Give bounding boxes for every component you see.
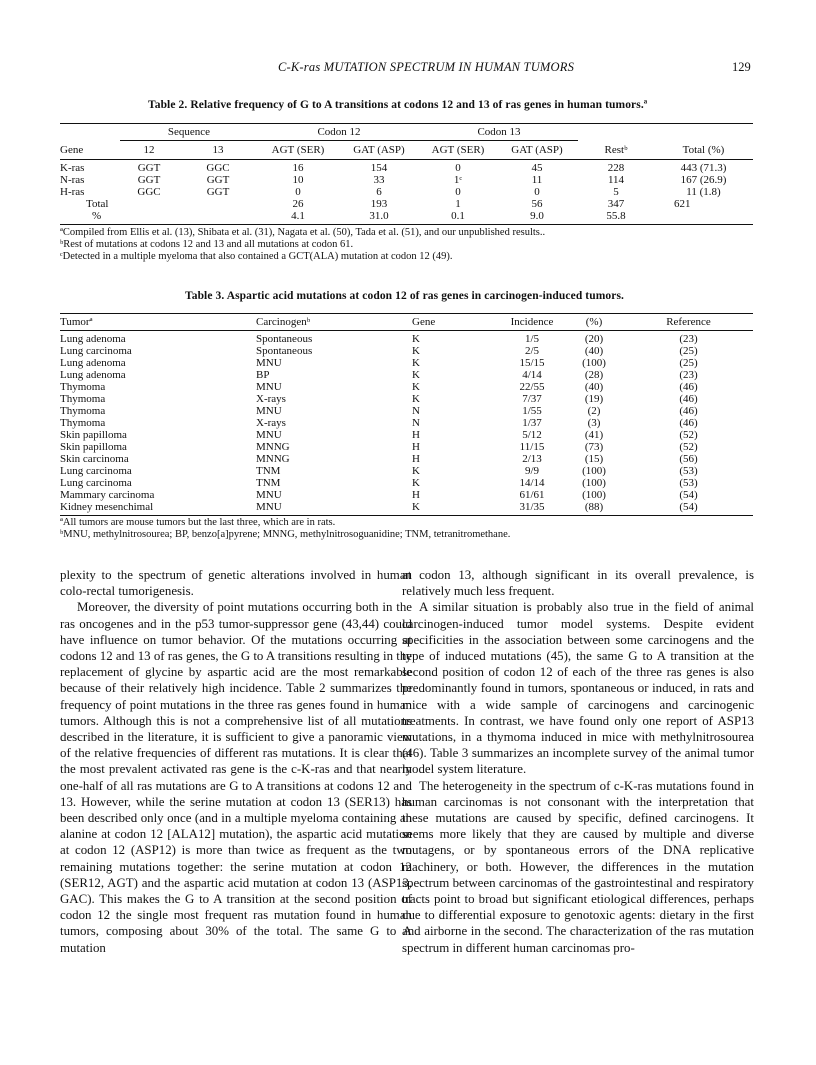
table2-col-header: AGT (SER): [420, 141, 496, 160]
paragraph: Moreover, the diversity of point mutations occurring both in the ras oncogenes and in the p53 tumor-suppressor gene (43,44) could have influence on tumor behavior. Of the mutations occurring at codons 12 and 13 of ras genes, the G to A transitions resulting in the replacement of glycine by aspartic acid are the most remarkable because of their relatively high incidence. Table 2 summarizes the frequency of point mutations in the three ras genes found in human tumors. Although this is not a comprehensive list of all mutations described in the literature, it is sufficient to give a panoramic view of the relative frequencies of different ras mutations. It is clear that the most prevalent activated ras gene is the c-K-ras and that nearly one-half of all ras mutations are G to A transitions at codons 12 and 13. However, while the serine mutation at codon 13 (SER13) has been described only once (and in a multiple myeloma containing an alanine at codon 12 [ALA12] mutation), the aspartic acid mutation at codon 12 (ASP12) is more than twice as frequent as the two remaining mutations together: the serine mutation at codon 12 (SER12, AGT) and the aspartic acid mutation at codon 13 (ASP13, GAC). This makes the G to A transition at the second position of codon 12 the single most frequent ras mutation found in human tumors, composing about 30% of the total. The same G to A mutation: [60, 600, 412, 955]
table-cell: (52): [679, 441, 698, 453]
table-cell: MNU: [256, 429, 282, 441]
table-cell: GGT: [137, 174, 161, 186]
table-cell: (20): [584, 333, 604, 345]
table2: [60, 123, 753, 225]
table-cell: X-rays: [256, 417, 286, 429]
running-head-title: C-K-ras MUTATION SPECTRUM IN HUMAN TUMORS: [278, 60, 575, 74]
table-cell: H: [412, 453, 420, 465]
table-row: [60, 198, 753, 210]
table-cell: 347: [607, 198, 625, 210]
table-cell: (46): [679, 417, 698, 429]
table2-group-codon13: Codon 13: [420, 124, 578, 141]
table-cell: (46): [679, 393, 698, 405]
table-cell: 16: [292, 162, 304, 174]
table-cell: (23): [679, 333, 698, 345]
table-cell: 1: [455, 198, 461, 210]
table-cell: H-ras: [60, 186, 85, 198]
table-cell: 9.0: [496, 210, 578, 225]
table-row: [60, 331, 753, 346]
table-cell: (52): [679, 429, 698, 441]
table-cell: (46): [679, 405, 698, 417]
table-cell: 2/5: [524, 345, 540, 357]
table-cell: TNM: [256, 465, 281, 477]
table-cell: MNNG: [256, 453, 290, 465]
table-cell: K: [412, 381, 420, 393]
table-cell: K: [412, 333, 420, 345]
table-cell: Lung carcinoma: [60, 477, 132, 489]
table-cell: (100): [582, 357, 606, 369]
paragraph: at codon 13, although significant in its overall prevalence, is relatively much less frequent.: [402, 568, 754, 599]
table2-col-header: GAT (ASP): [496, 141, 578, 160]
table-cell: MNNG: [256, 441, 290, 453]
table-cell: (28): [584, 369, 604, 381]
table-cell: 1/5: [524, 333, 540, 345]
table-cell: (19): [584, 393, 604, 405]
table-row: [60, 393, 753, 405]
table-cell: MNU: [256, 381, 282, 393]
table-cell: Kidney mesenchimal: [60, 501, 256, 516]
table-cell: 167 (26.9): [680, 174, 727, 186]
table3-col-header: Reference: [624, 314, 753, 331]
table-cell: 45: [531, 162, 543, 174]
table2-group-codon12: Codon 12: [258, 124, 420, 141]
table2-col-header: AGT (SER): [258, 141, 338, 160]
table-cell: Skin carcinoma: [60, 453, 129, 465]
table-cell: 6: [376, 186, 382, 198]
table-cell: 193: [370, 198, 388, 210]
table-cell: 0: [455, 162, 461, 174]
table2-col-header: Total (%): [654, 141, 753, 160]
table-cell: Spontaneous: [256, 345, 313, 357]
table-cell: 1ᶜ: [453, 174, 463, 186]
table-cell: (54): [679, 489, 698, 501]
table-cell: H: [412, 489, 420, 501]
table-row: [60, 465, 753, 477]
table-row: [60, 186, 753, 198]
table-row: [60, 417, 753, 429]
page-number: 129: [732, 60, 751, 74]
table-row: [60, 429, 753, 441]
table2-footnote: ᶜDetected in a multiple myeloma that also contained a GCT(ALA) mutation at codon 12 (49).: [60, 251, 453, 262]
table-cell: K: [412, 369, 420, 381]
table-cell: BP: [256, 369, 270, 381]
table-cell: 26: [292, 198, 304, 210]
table-cell: (2): [587, 405, 601, 417]
table3-col-header: (%): [564, 314, 624, 331]
table-cell: (46): [679, 381, 698, 393]
table-cell: (100): [582, 489, 606, 501]
table-cell: K: [412, 465, 420, 477]
table-cell: [178, 198, 258, 210]
table-cell: (41): [584, 429, 604, 441]
table-cell: 114: [607, 174, 625, 186]
table-cell: (40): [584, 345, 604, 357]
table-cell: 0.1: [420, 210, 496, 225]
table-cell: Mammary carcinoma: [60, 489, 155, 501]
table-cell: MNU: [256, 357, 282, 369]
table-cell: Lung adenoma: [60, 357, 126, 369]
table-cell: Thymoma: [60, 405, 106, 417]
table-cell: 7/37: [522, 393, 542, 405]
table-cell: 14/14: [519, 477, 545, 489]
paragraph: The heterogeneity in the spectrum of c-K-ras mutations found in human carcinomas is not consonant with the interpretation that these mutations are caused by specific, defined carcinogens. It seems more likely that they are caused by multiple and diverse mutagens, or by spontaneous errors of the DNA replicative machinery, or both. However, the differences in the mutation spectrum between carcinomas of the gastrointestinal and respiratory tracts point to broad but significant etiological differences, perhaps due to differential exposure to genotoxic agents: dietary in the first and airborne in the second. The characterization of the ras mutation spectrum in different human carcinomas pro-: [402, 778, 754, 955]
table3-col-header: Tumorª: [60, 314, 256, 331]
table-cell: K-ras: [60, 162, 85, 174]
table-cell: (53): [679, 477, 698, 489]
table-cell: (54): [624, 501, 753, 516]
table-cell: [654, 210, 753, 225]
table-cell: 0: [295, 186, 301, 198]
table-cell: (100): [582, 465, 606, 477]
table3-caption: Table 3. Aspartic acid mutations at codon 12 of ras genes in carcinogen-induced tumors.: [185, 290, 625, 302]
table-cell: (100): [582, 477, 606, 489]
table2-col-header: GAT (ASP): [338, 141, 420, 160]
table-cell: 154: [370, 162, 388, 174]
table-cell: GGC: [137, 186, 161, 198]
table-cell: 9/9: [524, 465, 540, 477]
table-row: [60, 160, 753, 175]
table-cell: 11 (1.8): [686, 186, 721, 198]
table-cell: 1/55: [522, 405, 542, 417]
table-cell: GGT: [206, 174, 230, 186]
table-cell: Total: [86, 198, 109, 210]
table-cell: 228: [607, 162, 625, 174]
table-cell: %: [60, 210, 120, 225]
table-cell: (23): [679, 369, 698, 381]
table-cell: X-rays: [256, 393, 286, 405]
table-row: [60, 405, 753, 417]
table-cell: MNU: [256, 489, 282, 501]
table-cell: Thymoma: [60, 417, 106, 429]
table-cell: GGT: [206, 186, 230, 198]
table-cell: 11/15: [519, 441, 545, 453]
table-cell: Spontaneous: [256, 333, 313, 345]
table-cell: 56: [531, 198, 543, 210]
table-cell: (53): [679, 465, 698, 477]
table2-col-header: Gene: [60, 141, 120, 160]
table-row: [60, 357, 753, 369]
table-cell: 4.1: [258, 210, 338, 225]
table3: [60, 313, 753, 516]
table-row: [60, 489, 753, 501]
table-cell: 443 (71.3): [680, 162, 727, 174]
table-cell: MNU: [256, 405, 282, 417]
table-cell: 31/35: [500, 501, 564, 516]
table-cell: 0: [534, 186, 540, 198]
table-cell: 5/12: [522, 429, 542, 441]
table-row: [60, 441, 753, 453]
table3-col-header: Gene: [406, 314, 500, 331]
table-row: [60, 381, 753, 393]
table-cell: 621: [674, 198, 691, 210]
table-cell: Lung carcinoma: [60, 345, 132, 357]
table-cell: GGC: [206, 162, 230, 174]
table-cell: Lung adenoma: [60, 369, 126, 381]
body-column-left: [60, 567, 412, 956]
table2-caption: Table 2. Relative frequency of G to A transitions at codons 12 and 13 of ras genes in human tumors.ª: [148, 99, 648, 111]
table-cell: Lung adenoma: [60, 333, 126, 345]
table2-footnote: ᵇRest of mutations at codons 12 and 13 and all mutations at codon 61.: [60, 239, 354, 250]
table-row: [60, 345, 753, 357]
table-cell: 11: [531, 174, 543, 186]
paragraph: A similar situation is probably also true in the field of animal carcinogen-induced tumor model systems. Despite evident specificities in the association between some carcinogens and the type of induced mutations (45), the same G to A transition at the second position of codon 12 of each of the three ras genes is also predominantly found in tumors, spontaneous or induced, in rats and mice with a wide sample of carcinogens and carcinogenic treatments. In contrast, we have found only one report of ASP13 mutations, in a thymoma induced in mice with methylnitrosourea (46). Table 3 summarizes an incomplete survey of the animal tumor model system literature.: [402, 600, 754, 777]
table-cell: 4/14: [522, 369, 542, 381]
table-cell: [120, 210, 178, 225]
table-cell: (73): [584, 441, 604, 453]
table-cell: (15): [584, 453, 604, 465]
table-cell: MNU: [256, 501, 406, 516]
table-cell: H: [412, 441, 420, 453]
table3-col-header: Incidence: [500, 314, 564, 331]
table-cell: [178, 210, 258, 225]
table-cell: TNM: [256, 477, 281, 489]
table-cell: 5: [613, 186, 619, 198]
table-cell: K: [412, 477, 420, 489]
table-cell: [120, 198, 178, 210]
table-cell: 33: [373, 174, 385, 186]
table-row: [60, 369, 753, 381]
table-cell: (3): [587, 417, 601, 429]
table-cell: (40): [584, 381, 604, 393]
table-cell: 61/61: [519, 489, 545, 501]
table-cell: K: [406, 501, 500, 516]
table-cell: Skin papilloma: [60, 441, 127, 453]
table-cell: Thymoma: [60, 393, 106, 405]
table2-col-header: 13: [178, 141, 258, 160]
table-cell: K: [412, 345, 420, 357]
table-cell: 31.0: [338, 210, 420, 225]
table3-footnote: ªAll tumors are mouse tumors but the last three, which are in rats.: [60, 517, 336, 528]
table-cell: K: [412, 393, 420, 405]
table-cell: 0: [455, 186, 461, 198]
table-cell: (88): [564, 501, 624, 516]
table-cell: 10: [292, 174, 304, 186]
table-cell: 2/13: [522, 453, 542, 465]
table2-col-header: Restᵇ: [578, 141, 654, 160]
table-row: [60, 501, 753, 516]
table3-footnote: ᵇMNU, methylnitrosourea; BP, benzo[a]pyrene; MNNG, methylnitrosoguanidine; TNM, tetranitromethane.: [60, 529, 511, 540]
table-cell: Lung carcinoma: [60, 465, 132, 477]
table-cell: 22/55: [519, 381, 545, 393]
table-cell: Skin papilloma: [60, 429, 127, 441]
table3-col-header: Carcinogenᵇ: [256, 314, 406, 331]
body-column-right: [402, 567, 754, 956]
table2-col-header: 12: [120, 141, 178, 160]
table-cell: N: [412, 417, 420, 429]
table-cell: 15/15: [519, 357, 545, 369]
table-cell: N: [412, 405, 420, 417]
table-row: [60, 210, 753, 225]
table-row: [60, 477, 753, 489]
table-cell: (25): [679, 345, 698, 357]
table-cell: H: [412, 429, 420, 441]
table-row: [60, 453, 753, 465]
table-row: [60, 174, 753, 186]
table2-footnote: ªCompiled from Ellis et al. (13), Shibata et al. (31), Nagata et al. (50), Tada et al. (51), and our unpublished results..: [60, 227, 546, 238]
table-cell: GGT: [137, 162, 161, 174]
table-cell: 55.8: [578, 210, 654, 225]
table-cell: (56): [679, 453, 698, 465]
table2-group-sequence: Sequence: [120, 124, 258, 141]
table-cell: (25): [679, 357, 698, 369]
table-cell: K: [412, 357, 420, 369]
paragraph: plexity to the spectrum of genetic alterations involved in human colo-rectal tumorigenesis.: [60, 568, 412, 599]
table-cell: N-ras: [60, 174, 85, 186]
table-cell: 1/37: [522, 417, 542, 429]
table-cell: Thymoma: [60, 381, 106, 393]
